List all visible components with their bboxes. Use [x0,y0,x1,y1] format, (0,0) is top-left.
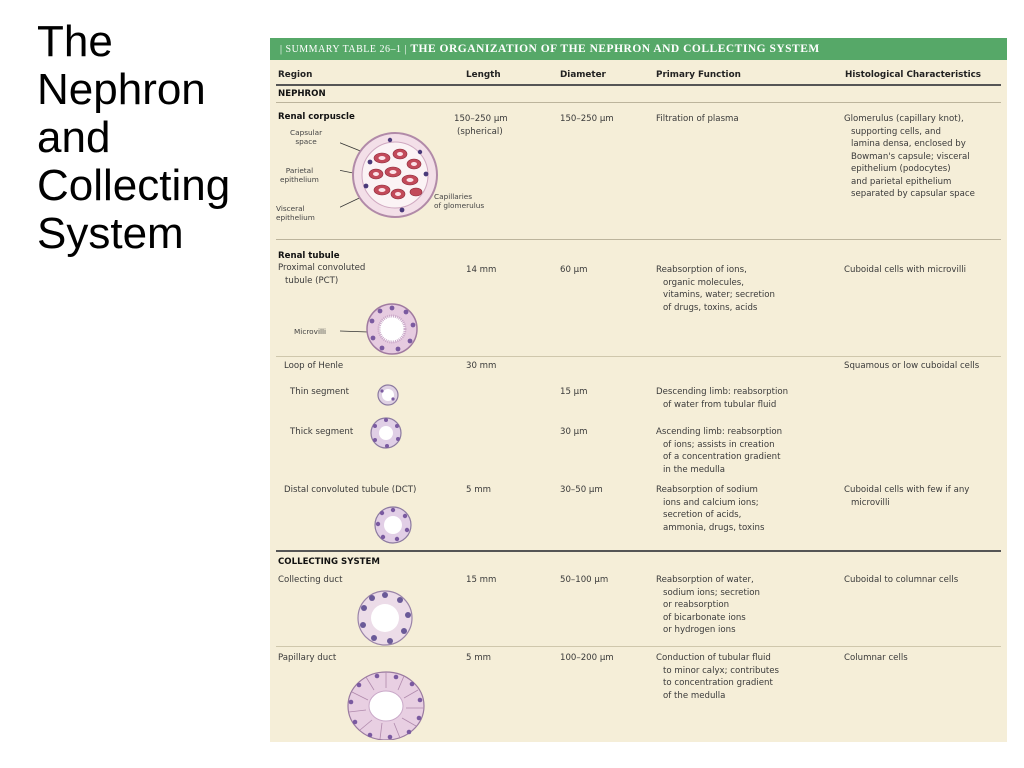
renal-corpuscle-histology: Glomerulus (capillary knot), supporting cells, and lamina densa, enclosed by Bowman's capsule; visceral epithelium (podocytes) and parietal epithelium separated by capsular space [844,114,975,199]
section-rule [276,102,1001,103]
pct-function: Reabsorption of ions, organic molecules, vitamins, water; secretion of drugs, toxins, acids [656,265,775,313]
label-visceral-epithelium: Visceral epithelium [276,204,315,222]
pct-diameter: 60 μm [560,265,588,275]
renal-corpuscle-diameter: 150–250 μm [560,114,614,124]
thin-segment-diagram [376,383,400,407]
title-line: The [37,17,113,66]
collecting-duct-diameter: 50–100 μm [560,575,609,585]
thick-segment-diameter: 30 μm [560,427,588,437]
row-rule [276,646,1001,647]
pct-diagram [338,301,420,357]
papillary-duct-histology: Columnar cells [844,653,908,663]
thin-segment-region: Thin segment [290,387,349,397]
column-header-diameter: Diameter [560,70,606,80]
banner-label: | SUMMARY TABLE 26–1 | [280,44,407,55]
collecting-duct-diagram [356,589,414,647]
header-rule [276,84,1001,86]
renal-tubule-region: Renal tubule [278,251,340,261]
renal-corpuscle-length: 150–250 μm (spherical) [454,114,508,137]
papillary-duct-region: Papillary duct [278,653,337,663]
renal-corpuscle-diagram [340,130,510,220]
loop-length: 30 mm [466,361,497,371]
thick-segment-function: Ascending limb: reabsorption of ions; assists in creation of a concentration gradient in the medulla [656,427,783,475]
thin-segment-function: Descending limb: reabsorption of water from tubular fluid [656,387,789,410]
section-nephron: NEPHRON [278,89,326,99]
section-rule [276,550,1001,552]
label-microvilli: Microvilli [294,327,327,336]
label-parietal-epithelium: Parietal epithelium [280,166,319,184]
dct-region: Distal convoluted tubule (DCT) [284,485,417,495]
dct-histology: Cuboidal cells with few if any microvilli [844,485,970,508]
loop-region: Loop of Henle [284,361,344,371]
renal-corpuscle-function: Filtration of plasma [656,114,739,124]
dct-length: 5 mm [466,485,491,495]
column-header-length: Length [466,70,501,80]
slide-title [37,18,265,258]
collecting-duct-function: Reabsorption of water, sodium ions; secretion or reabsorption of bicarbonate ions or hydrogen ions [656,575,760,635]
papillary-duct-function: Conduction of tubular fluid to minor calyx; contributes to concentration gradient of the medulla [656,653,780,701]
banner-title: THE ORGANIZATION OF THE NEPHRON AND COLLECTING SYSTEM [410,43,820,55]
dct-diagram [373,505,413,545]
collecting-duct-histology: Cuboidal to columnar cells [844,575,959,585]
dct-function: Reabsorption of sodium ions and calcium ions; secretion of acids, ammonia, drugs, toxins [656,485,765,533]
collecting-duct-region: Collecting duct [278,575,343,585]
papillary-duct-diagram [346,668,426,740]
pct-histology: Cuboidal cells with microvilli [844,265,967,275]
renal-corpuscle-region: Renal corpuscle [278,112,355,122]
collecting-duct-length: 15 mm [466,575,497,585]
summary-table [270,38,1007,742]
pct-length: 14 mm [466,265,497,275]
title-line: and [37,113,111,162]
papillary-duct-diameter: 100–200 μm [560,653,614,663]
table-banner [270,38,1007,60]
title-line: System [37,209,184,258]
section-collecting-system: COLLECTING SYSTEM [278,557,380,567]
column-header-function: Primary Function [656,70,741,80]
column-header-histology: Histological Characteristics [845,70,982,80]
thin-segment-diameter: 15 μm [560,387,588,397]
title-line: Collecting [37,161,231,210]
title-line: Nephron [37,65,206,114]
thick-segment-diagram [369,416,403,450]
pct-region: Proximal convoluted tubule (PCT) [278,263,366,286]
thick-segment-region: Thick segment [290,427,354,437]
label-capsular-space: Capsular space [290,128,323,146]
papillary-duct-length: 5 mm [466,653,491,663]
loop-histology: Squamous or low cuboidal cells [844,361,980,371]
row-rule [276,356,1001,357]
row-rule [276,239,1001,240]
label-capillaries-of-glomerulus: Capillaries of glomerulus [434,192,485,210]
dct-diameter: 30–50 μm [560,485,603,495]
column-header-region: Region [278,70,313,80]
